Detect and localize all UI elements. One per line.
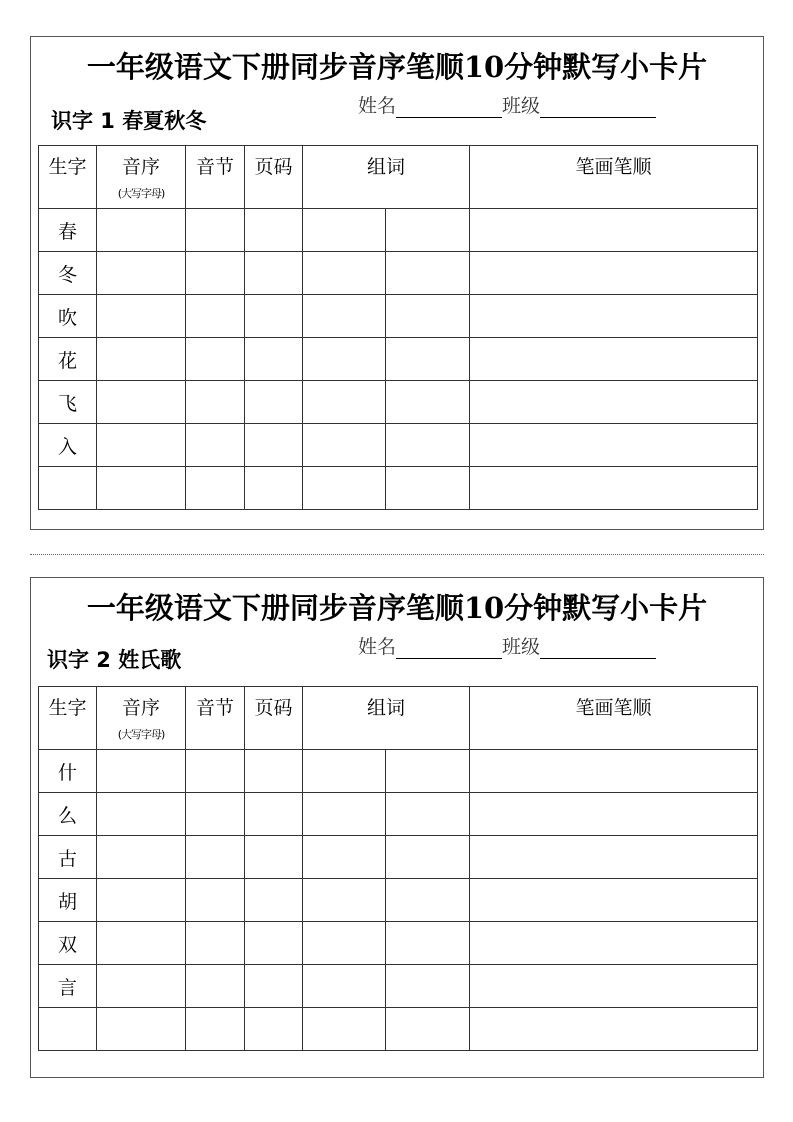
header-order-label: 音序 bbox=[121, 697, 160, 719]
character-cell: 吹 bbox=[39, 295, 97, 338]
word-2-cell[interactable] bbox=[386, 793, 470, 836]
lesson-title: 识字 2 姓氏歌 bbox=[47, 648, 182, 672]
syllable-cell[interactable] bbox=[186, 750, 245, 793]
class-input-line[interactable] bbox=[540, 638, 656, 659]
cut-line-divider bbox=[30, 554, 764, 555]
syllable-cell[interactable] bbox=[186, 252, 245, 295]
name-label: 姓名 bbox=[358, 95, 397, 117]
word-2-cell[interactable] bbox=[386, 252, 470, 295]
word-1-cell[interactable] bbox=[303, 750, 386, 793]
strokes-cell[interactable] bbox=[470, 1008, 758, 1051]
word-2-cell[interactable] bbox=[386, 338, 470, 381]
word-1-cell[interactable] bbox=[303, 879, 386, 922]
word-1-cell[interactable] bbox=[303, 836, 386, 879]
character-cell: 双 bbox=[39, 922, 97, 965]
word-1-cell[interactable] bbox=[303, 295, 386, 338]
page-cell[interactable] bbox=[245, 295, 303, 338]
syllable-cell[interactable] bbox=[186, 1008, 245, 1051]
order-cell[interactable] bbox=[97, 295, 186, 338]
word-1-cell[interactable] bbox=[303, 965, 386, 1008]
order-cell[interactable] bbox=[97, 338, 186, 381]
header-char: 生字 bbox=[39, 687, 97, 750]
syllable-cell[interactable] bbox=[186, 381, 245, 424]
word-2-cell[interactable] bbox=[386, 836, 470, 879]
strokes-cell[interactable] bbox=[470, 793, 758, 836]
character-cell: 春 bbox=[39, 209, 97, 252]
strokes-cell[interactable] bbox=[470, 750, 758, 793]
page-cell[interactable] bbox=[245, 965, 303, 1008]
header-char: 生字 bbox=[39, 146, 97, 209]
order-cell[interactable] bbox=[97, 793, 186, 836]
name-class-fields bbox=[358, 632, 656, 659]
header-strokes: 笔画笔顺 bbox=[470, 146, 758, 209]
order-cell[interactable] bbox=[97, 965, 186, 1008]
strokes-cell[interactable] bbox=[470, 879, 758, 922]
word-2-cell[interactable] bbox=[386, 1008, 470, 1051]
word-1-cell[interactable] bbox=[303, 467, 386, 510]
header-words: 组词 bbox=[303, 146, 470, 209]
word-1-cell[interactable] bbox=[303, 424, 386, 467]
page-cell[interactable] bbox=[245, 879, 303, 922]
table-row bbox=[39, 965, 758, 1008]
order-cell[interactable] bbox=[97, 381, 186, 424]
character-cell: 花 bbox=[39, 338, 97, 381]
word-2-cell[interactable] bbox=[386, 467, 470, 510]
header-page: 页码 bbox=[245, 146, 303, 209]
lesson-title: 识字 1 春夏秋冬 bbox=[51, 109, 207, 133]
name-input-line[interactable] bbox=[396, 97, 502, 118]
syllable-cell[interactable] bbox=[186, 338, 245, 381]
character-cell bbox=[39, 467, 97, 510]
page-cell[interactable] bbox=[245, 338, 303, 381]
table-row bbox=[39, 467, 758, 510]
strokes-cell[interactable] bbox=[470, 922, 758, 965]
syllable-cell[interactable] bbox=[186, 922, 245, 965]
word-1-cell[interactable] bbox=[303, 381, 386, 424]
header-order-sub: (大写字母) bbox=[117, 187, 165, 200]
strokes-cell[interactable] bbox=[470, 424, 758, 467]
page-cell[interactable] bbox=[245, 1008, 303, 1051]
header-order bbox=[97, 687, 186, 750]
order-cell[interactable] bbox=[97, 424, 186, 467]
strokes-cell[interactable] bbox=[470, 836, 758, 879]
header-syllable: 音节 bbox=[186, 687, 245, 750]
character-cell: 古 bbox=[39, 836, 97, 879]
character-cell bbox=[39, 1008, 97, 1051]
word-2-cell[interactable] bbox=[386, 295, 470, 338]
word-1-cell[interactable] bbox=[303, 922, 386, 965]
table-row bbox=[39, 338, 758, 381]
table-row bbox=[39, 424, 758, 467]
character-cell: 言 bbox=[39, 965, 97, 1008]
syllable-cell[interactable] bbox=[186, 467, 245, 510]
word-2-cell[interactable] bbox=[386, 922, 470, 965]
order-cell[interactable] bbox=[97, 750, 186, 793]
order-cell[interactable] bbox=[97, 879, 186, 922]
dictation-table bbox=[38, 145, 758, 510]
dictation-table bbox=[38, 686, 758, 1051]
page-cell[interactable] bbox=[245, 836, 303, 879]
strokes-cell[interactable] bbox=[470, 381, 758, 424]
word-1-cell[interactable] bbox=[303, 252, 386, 295]
name-class-fields bbox=[358, 91, 656, 118]
strokes-cell[interactable] bbox=[470, 965, 758, 1008]
table-row bbox=[39, 209, 758, 252]
order-cell[interactable] bbox=[97, 836, 186, 879]
header-page: 页码 bbox=[245, 687, 303, 750]
character-cell: 冬 bbox=[39, 252, 97, 295]
table-row bbox=[39, 252, 758, 295]
strokes-cell[interactable] bbox=[470, 252, 758, 295]
class-input-line[interactable] bbox=[540, 97, 656, 118]
order-cell[interactable] bbox=[97, 1008, 186, 1051]
table-row bbox=[39, 922, 758, 965]
dictation-card bbox=[30, 577, 764, 1078]
class-label: 班级 bbox=[502, 95, 541, 117]
table-row bbox=[39, 836, 758, 879]
syllable-cell[interactable] bbox=[186, 793, 245, 836]
strokes-cell[interactable] bbox=[470, 209, 758, 252]
character-cell: 什 bbox=[39, 750, 97, 793]
page-cell[interactable] bbox=[245, 424, 303, 467]
table-row bbox=[39, 1008, 758, 1051]
syllable-cell[interactable] bbox=[186, 879, 245, 922]
table-row bbox=[39, 879, 758, 922]
header-order bbox=[97, 146, 186, 209]
order-cell[interactable] bbox=[97, 467, 186, 510]
page-cell[interactable] bbox=[245, 467, 303, 510]
strokes-cell[interactable] bbox=[470, 338, 758, 381]
word-2-cell[interactable] bbox=[386, 424, 470, 467]
order-cell[interactable] bbox=[97, 922, 186, 965]
syllable-cell[interactable] bbox=[186, 965, 245, 1008]
word-2-cell[interactable] bbox=[386, 879, 470, 922]
syllable-cell[interactable] bbox=[186, 295, 245, 338]
header-row bbox=[39, 687, 758, 750]
word-2-cell[interactable] bbox=[386, 209, 470, 252]
header-words: 组词 bbox=[303, 687, 470, 750]
header-syllable: 音节 bbox=[186, 146, 245, 209]
page-cell[interactable] bbox=[245, 922, 303, 965]
class-label: 班级 bbox=[502, 636, 541, 658]
character-cell: 么 bbox=[39, 793, 97, 836]
table-row bbox=[39, 793, 758, 836]
order-cell[interactable] bbox=[97, 252, 186, 295]
character-cell: 入 bbox=[39, 424, 97, 467]
syllable-cell[interactable] bbox=[186, 209, 245, 252]
character-cell: 飞 bbox=[39, 381, 97, 424]
header-order-label: 音序 bbox=[121, 156, 160, 178]
table-row bbox=[39, 295, 758, 338]
order-cell[interactable] bbox=[97, 209, 186, 252]
name-input-line[interactable] bbox=[396, 638, 502, 659]
syllable-cell[interactable] bbox=[186, 424, 245, 467]
page-cell[interactable] bbox=[245, 252, 303, 295]
word-2-cell[interactable] bbox=[386, 965, 470, 1008]
page-cell[interactable] bbox=[245, 381, 303, 424]
header-order-sub: (大写字母) bbox=[117, 728, 165, 741]
strokes-cell[interactable] bbox=[470, 295, 758, 338]
table-row bbox=[39, 381, 758, 424]
word-2-cell[interactable] bbox=[386, 750, 470, 793]
page-cell[interactable] bbox=[245, 209, 303, 252]
page-cell[interactable] bbox=[245, 793, 303, 836]
word-1-cell[interactable] bbox=[303, 209, 386, 252]
syllable-cell[interactable] bbox=[186, 836, 245, 879]
character-cell: 胡 bbox=[39, 879, 97, 922]
card-title: 一年级语文下册同步音序笔顺10分钟默写小卡片 bbox=[86, 50, 708, 84]
word-1-cell[interactable] bbox=[303, 338, 386, 381]
page-cell[interactable] bbox=[245, 750, 303, 793]
table-row bbox=[39, 750, 758, 793]
word-2-cell[interactable] bbox=[386, 381, 470, 424]
dictation-card bbox=[30, 36, 764, 530]
name-label: 姓名 bbox=[358, 636, 397, 658]
strokes-cell[interactable] bbox=[470, 467, 758, 510]
card-title: 一年级语文下册同步音序笔顺10分钟默写小卡片 bbox=[86, 591, 708, 625]
word-1-cell[interactable] bbox=[303, 793, 386, 836]
word-1-cell[interactable] bbox=[303, 1008, 386, 1051]
header-strokes: 笔画笔顺 bbox=[470, 687, 758, 750]
header-row bbox=[39, 146, 758, 209]
